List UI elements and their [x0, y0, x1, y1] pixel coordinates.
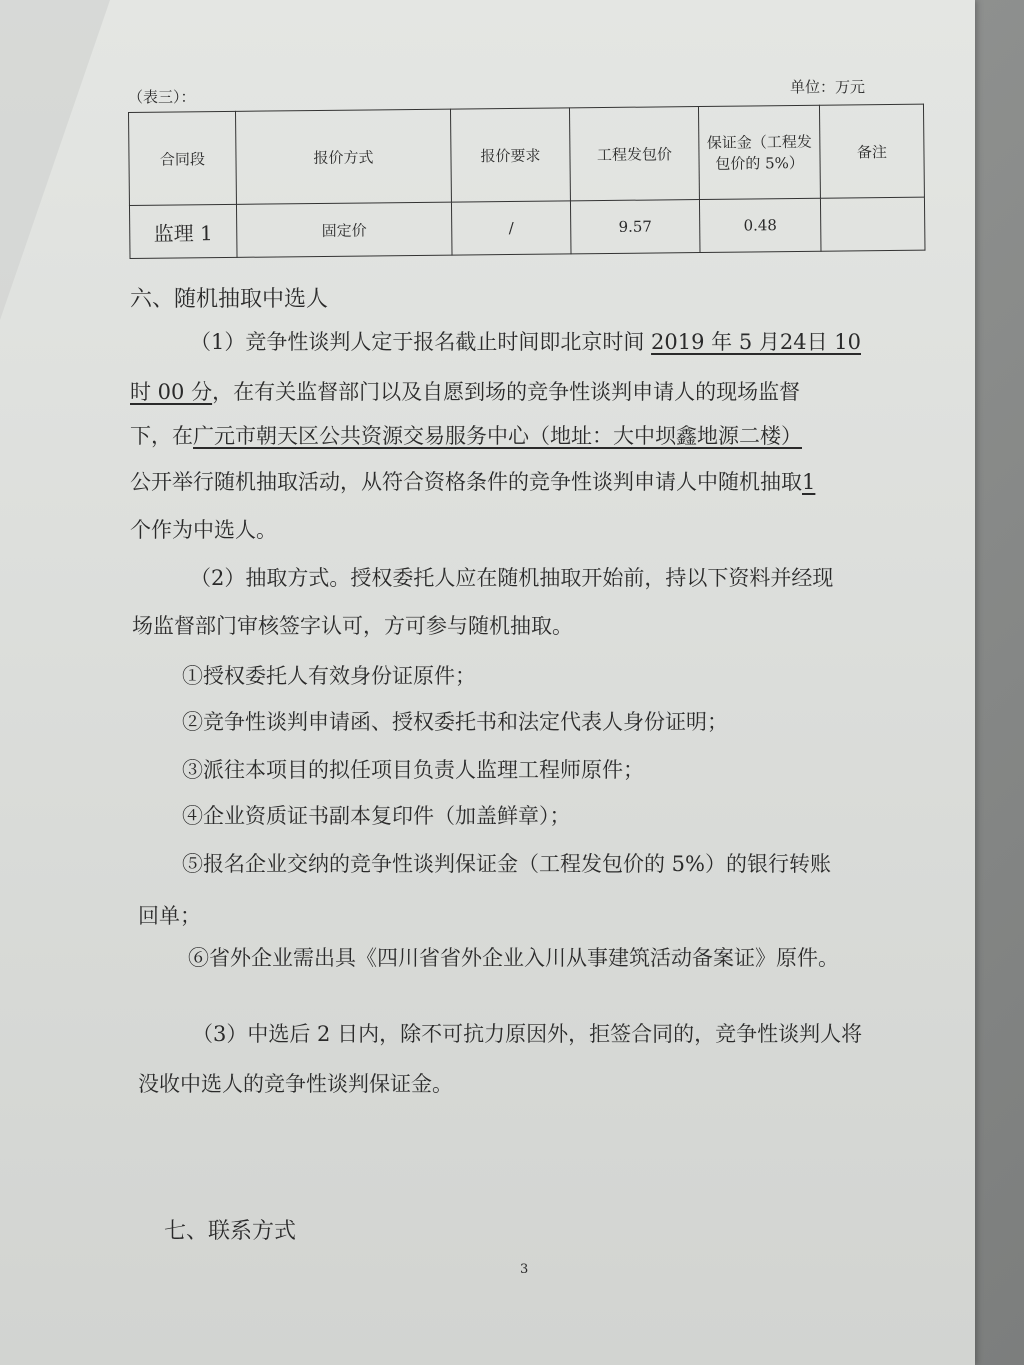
- table-caption: （表三）：: [128, 88, 196, 106]
- price-table: [128, 104, 925, 259]
- paragraph-3-line-1: （3）中选后 2 日内，除不可抗力原因外，拒签合同的，竞争性谈判人将: [192, 1022, 863, 1046]
- p1-venue: 广元市朝天区公共资源交易服务中心（地址：大中坝鑫地源二楼）: [193, 424, 802, 448]
- cell-remarks: [820, 197, 925, 251]
- paragraph-1-line-3: [130, 420, 802, 450]
- list-item: ④企业资质证书副本复印件（加盖鲜章）；: [182, 804, 571, 828]
- header-contract-section: 合同段: [129, 111, 237, 205]
- cell-quote-method: 固定价: [236, 202, 452, 257]
- underlying-page-corner: [0, 0, 110, 320]
- p1-line3-text: 下，在: [130, 424, 193, 448]
- list-item: ⑥省外企业需出具《四川省省外企业入川从事建筑活动备案证》原件。: [188, 946, 839, 970]
- cell-contract-price: 9.57: [570, 200, 700, 254]
- list-item: ①授权委托人有效身份证原件；: [182, 664, 476, 688]
- paragraph-1-line-1: [190, 326, 861, 356]
- cell-contract-section: 监理 1: [129, 204, 237, 258]
- header-remarks: 备注: [819, 104, 924, 198]
- cell-deposit: 0.48: [699, 198, 821, 252]
- header-quote-method: 报价方式: [235, 109, 451, 204]
- page-number: 3: [520, 1262, 529, 1277]
- section-7-title: 七、联系方式: [164, 1219, 297, 1244]
- list-item: ②竞争性谈判申请函、授权委托书和法定代表人身份证明；: [182, 710, 728, 734]
- p1-time: 时 00 分: [130, 380, 213, 404]
- list-item: ⑤报名企业交纳的竞争性谈判保证金（工程发包价的 5%）的银行转账: [182, 852, 831, 876]
- cell-quote-requirement: /: [451, 201, 571, 255]
- header-contract-price: 工程发包价: [569, 107, 699, 201]
- p1-line2-text: ，在有关监督部门以及自愿到场的竞争性谈判申请人的现场监督: [212, 380, 801, 404]
- section-6-title: 六、随机抽取中选人: [130, 287, 329, 312]
- paragraph-1-line-4: [130, 466, 815, 496]
- paragraph-2-line-2: 场监督部门审核签字认可，方可参与随机抽取。: [132, 614, 573, 638]
- paragraph-1-line-2: [130, 376, 800, 406]
- header-quote-requirement: 报价要求: [450, 108, 570, 202]
- p1-date: 2019 年 5 月24日 10: [651, 330, 861, 354]
- paragraph-3-line-2: 没收中选人的竞争性谈判保证金。: [138, 1072, 453, 1096]
- p1-count: 1: [802, 470, 816, 494]
- table-header-row: [129, 104, 925, 205]
- table-row: [129, 197, 925, 258]
- p1-line1-text: （1）竞争性谈判人定于报名截止时间即北京时间: [190, 330, 652, 354]
- paragraph-1-line-5: 个作为中选人。: [130, 518, 277, 542]
- table-unit: 单位：万元: [790, 78, 866, 96]
- header-deposit: 保证金（工程发包价的 5%）: [698, 105, 820, 199]
- p1-line4-text: 公开举行随机抽取活动，从符合资格条件的竞争性谈判申请人中随机抽取: [130, 470, 802, 494]
- paragraph-2-line-1: （2）抽取方式。授权委托人应在随机抽取开始前，持以下资料并经现: [190, 566, 834, 590]
- list-item: ③派往本项目的拟任项目负责人监理工程师原件；: [182, 758, 644, 782]
- list-item-continuation: 回单；: [138, 904, 201, 928]
